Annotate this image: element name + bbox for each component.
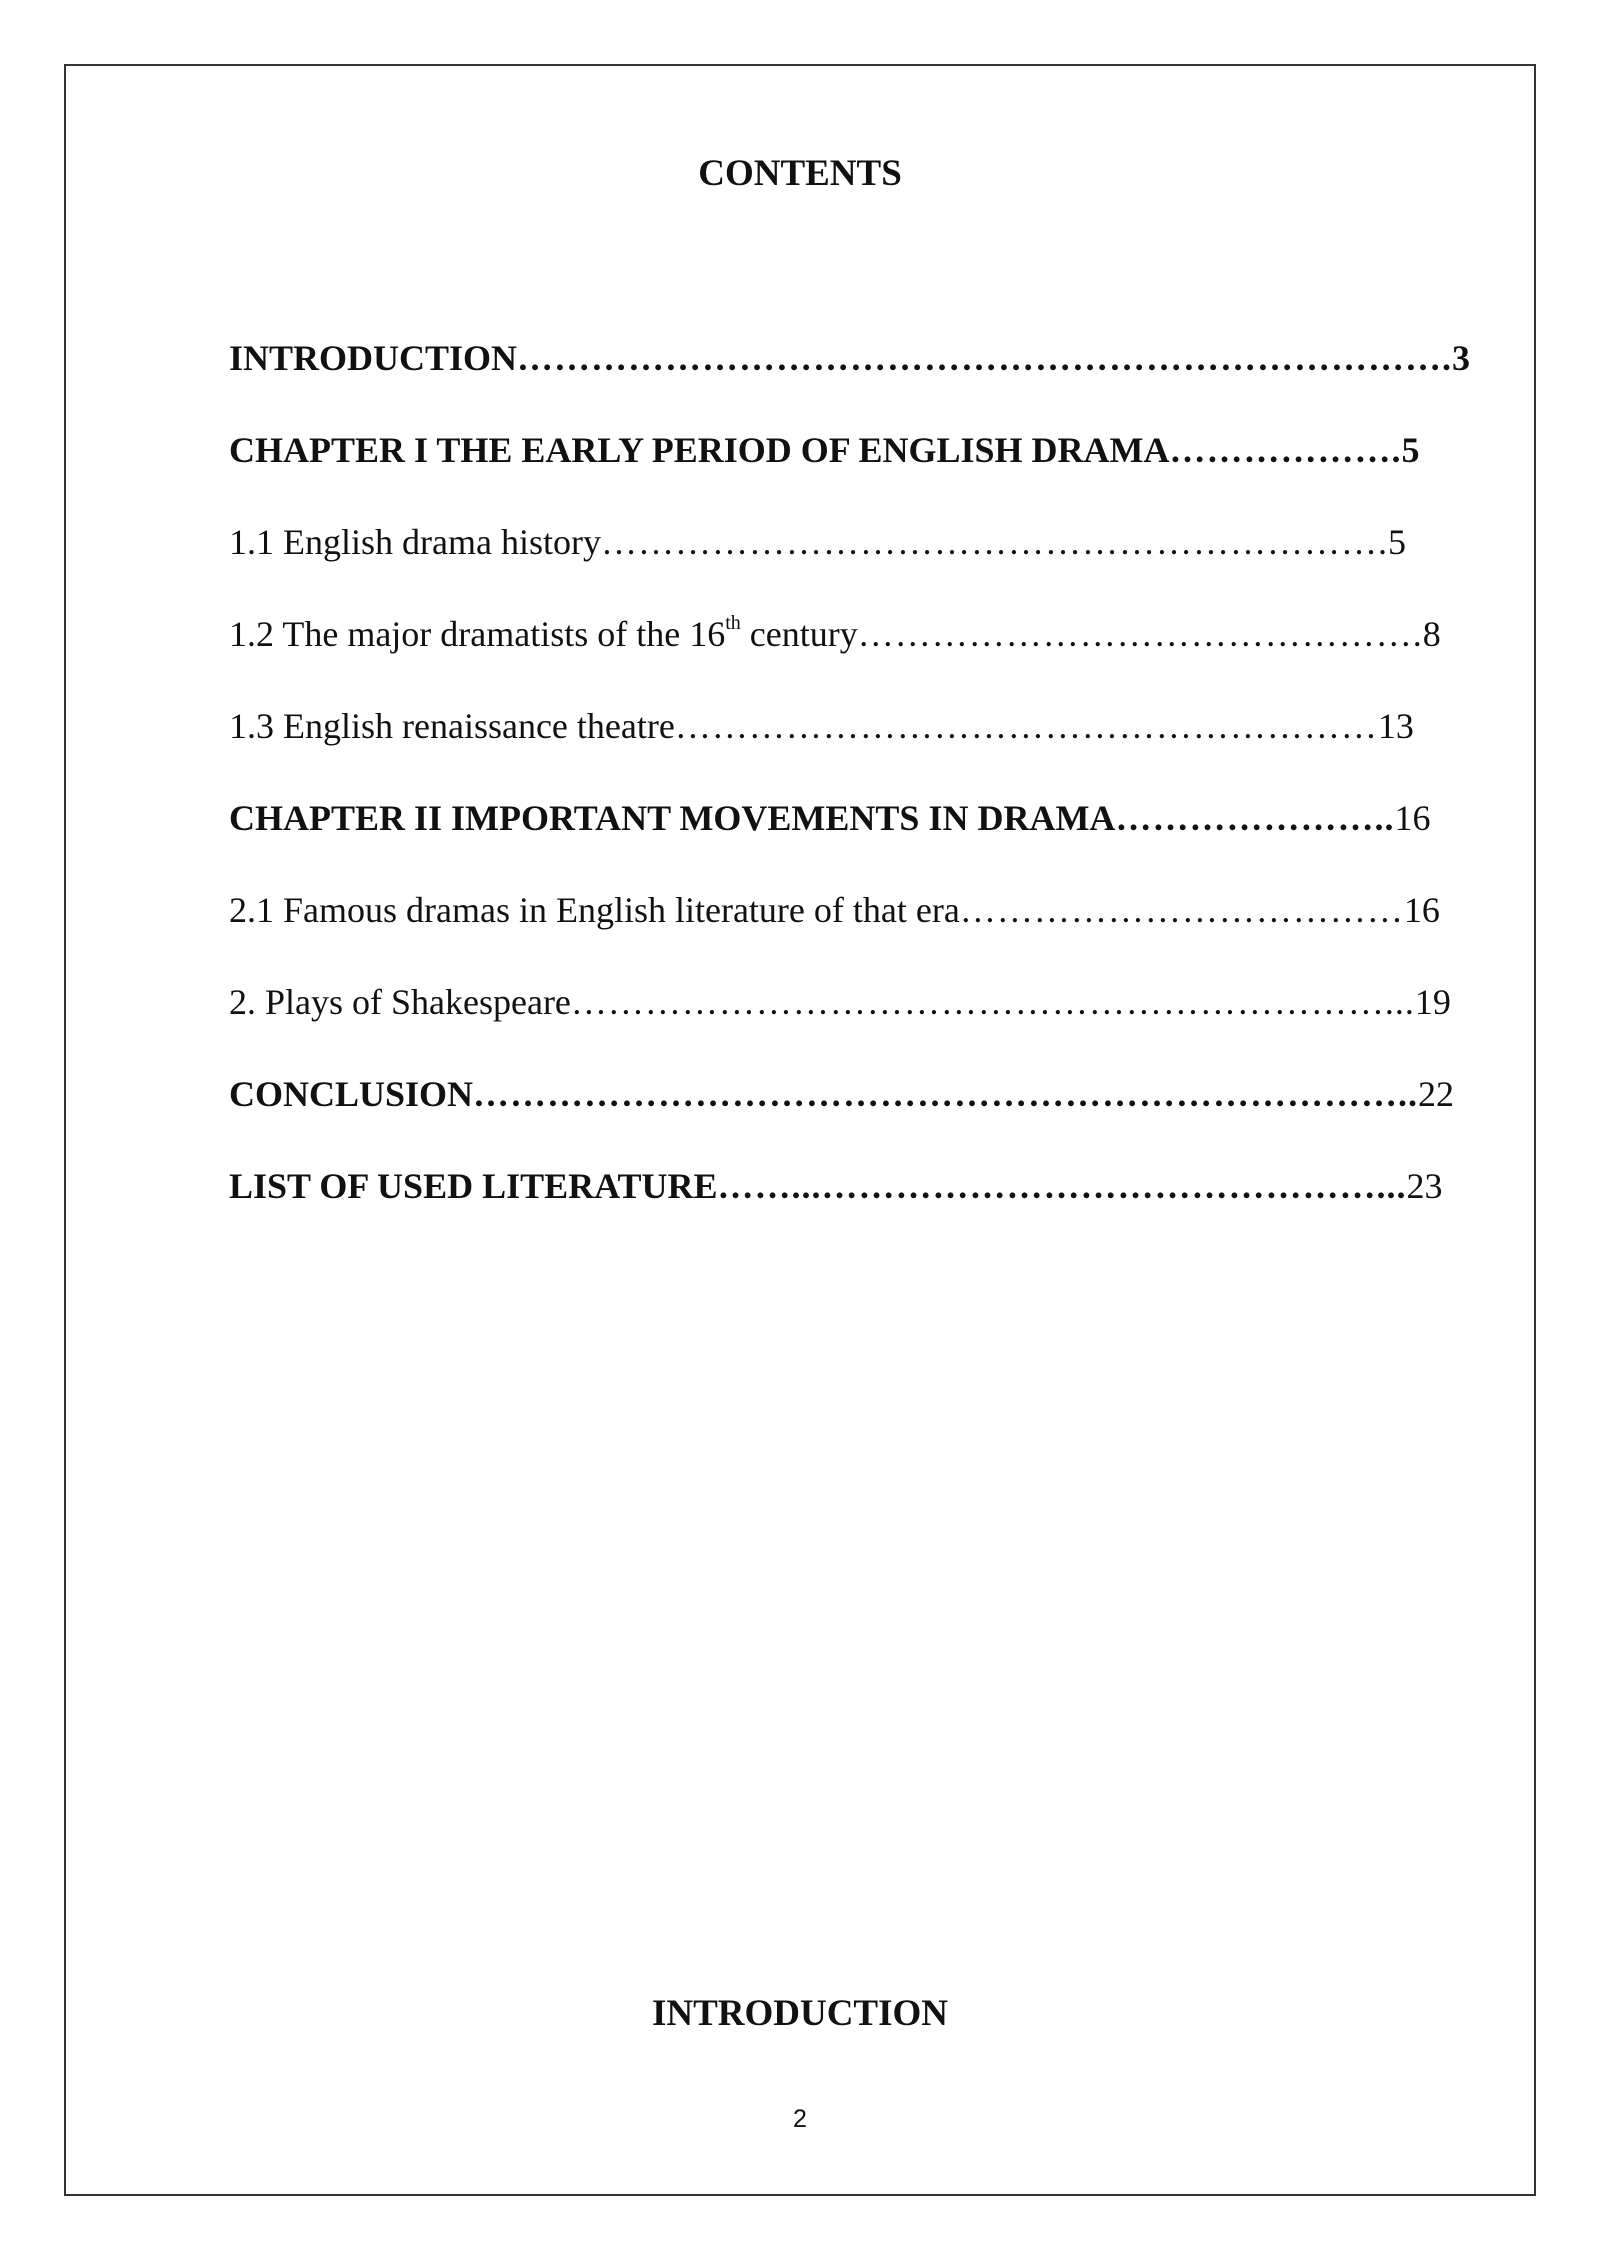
toc-entry-introduction[interactable] [229,334,1486,426]
toc-page-number: 5 [1387,522,1406,562]
toc-entry-2-1[interactable] [229,886,1486,978]
toc-entry-label: 1.3 English renaissance theatre [229,706,675,746]
toc-page-number: 3 [1452,338,1471,378]
toc-leader-dots: ………………….. [1115,798,1395,838]
toc-page-number: 22 [1418,1074,1455,1114]
toc-entry-label [229,610,858,658]
toc-page-number: 23 [1406,1166,1443,1206]
toc-page-number: 8 [1422,614,1441,654]
toc-entry-chapter-1[interactable] [229,426,1486,518]
toc-entry-1-3[interactable] [229,702,1486,794]
toc-entry-label-end: century [740,614,858,654]
ordinal-suffix: th [725,612,741,634]
toc-entry-2-2[interactable] [229,978,1486,1070]
toc-entry-1-2[interactable] [229,610,1486,702]
toc-entry-chapter-2[interactable] [229,794,1486,886]
toc-leader-dots: …………………………………………………………………. [517,338,1453,378]
section-heading-introduction: INTRODUCTION [651,1993,949,2034]
contents-title: CONTENTS [698,153,902,194]
toc-entry-literature[interactable] [229,1162,1486,1254]
toc-entry-label: CHAPTER II IMPORTANT MOVEMENTS IN DRAMA [229,798,1116,838]
toc-leader-dots: ………………………………………………………. [600,522,1388,562]
toc-entry-label: 1.1 English drama history [229,522,601,562]
toc-leader-dots: ………………………………………. [857,614,1423,654]
toc-entry-label: LIST OF USED LITERATURE [229,1166,718,1206]
toc-page-number: 16 [1394,798,1431,838]
toc-leader-dots: ………………………………………………… [674,706,1378,746]
toc-leader-dots: ……...………………………………………... [717,1166,1407,1206]
toc-entry-label: 2.1 Famous dramas in English literature of that era [229,890,960,930]
toc-leader-dots: ………………. [1169,430,1402,470]
toc-entry-label: 2. Plays of Shakespeare [229,982,571,1022]
toc-entry-1-1[interactable] [229,518,1486,610]
toc-page-number: 13 [1377,706,1414,746]
toc-entry-label: INTRODUCTION [229,338,518,378]
toc-page-number: 19 [1414,982,1451,1022]
table-of-contents [229,334,1486,1254]
toc-leader-dots: …………………………………………………………... [570,982,1415,1022]
toc-leader-dots: ………………………………………………………………….. [473,1074,1419,1114]
toc-entry-label: CONCLUSION [229,1074,474,1114]
toc-entry-conclusion[interactable] [229,1070,1486,1162]
toc-leader-dots: ……………………………… [959,890,1404,930]
toc-page-number: 5 [1401,430,1420,470]
toc-entry-label: CHAPTER I THE EARLY PERIOD OF ENGLISH DRAMA [229,430,1170,470]
toc-entry-label-main: 1.2 The major dramatists of the 16 [229,614,726,654]
toc-page-number: 16 [1403,890,1440,930]
page-number: 2 [793,2105,807,2133]
